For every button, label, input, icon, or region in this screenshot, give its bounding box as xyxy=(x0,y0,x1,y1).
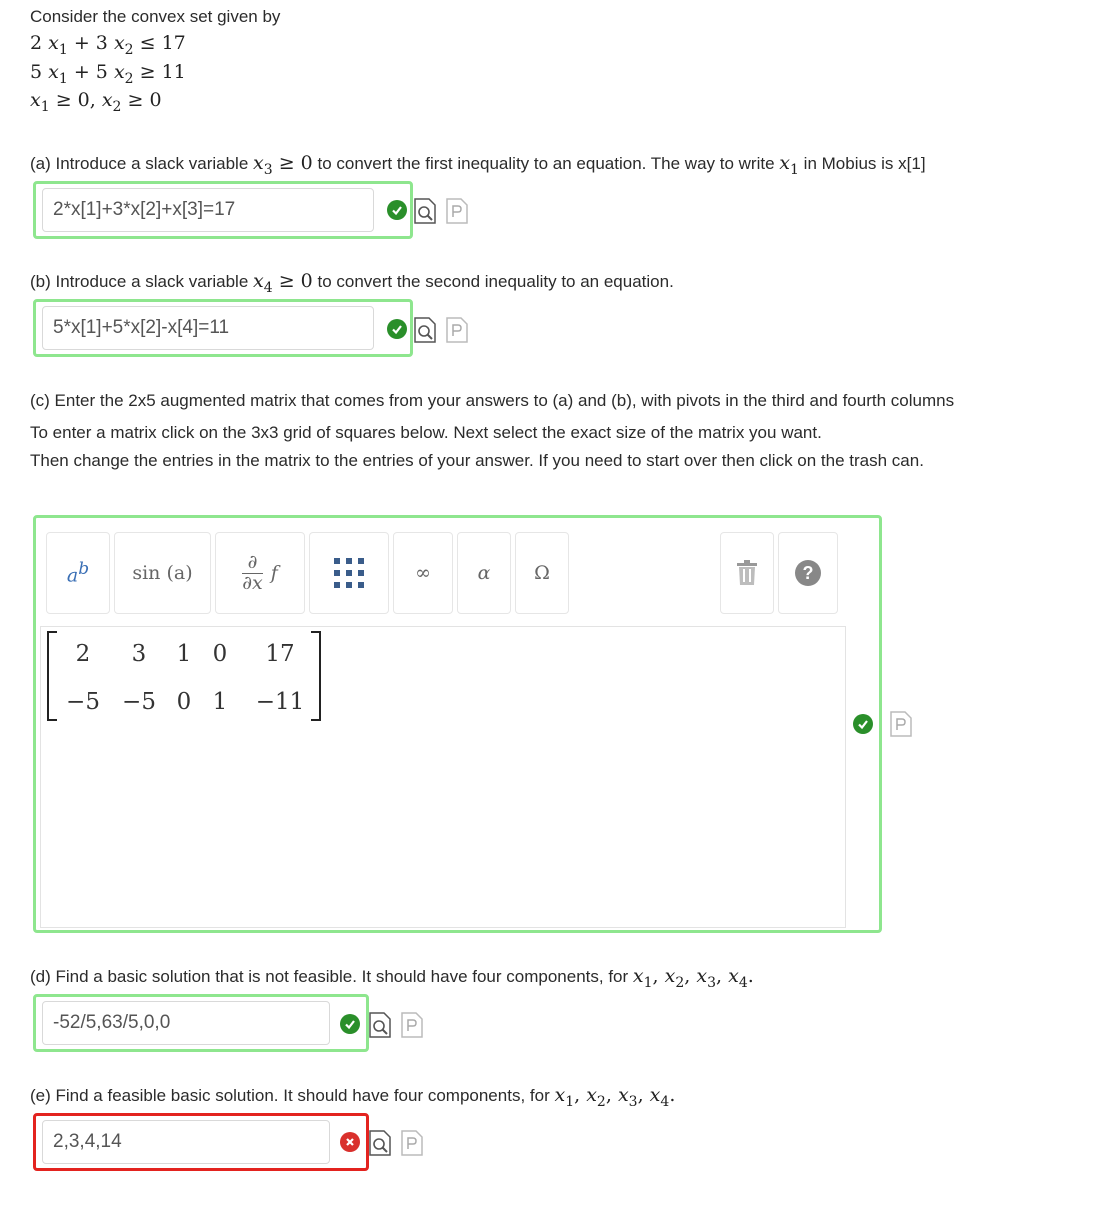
part-e-prompt: (e) Find a feasible basic solution. It should have four components, for $x_1$, $x_2$, $x_3$, $x_4$. xyxy=(30,1084,676,1110)
inequality-1: 2 $x_1 + 3$ $x_2 \le 17$ xyxy=(30,32,186,58)
matrix-cell[interactable]: 0 xyxy=(212,641,228,667)
trash-icon xyxy=(736,560,758,586)
greek-upper-button[interactable]: Ω xyxy=(515,532,569,614)
plot-icon[interactable] xyxy=(401,1130,423,1156)
matrix-cell[interactable]: 1 xyxy=(212,689,228,715)
cross-icon xyxy=(340,1132,360,1152)
check-icon xyxy=(387,319,407,339)
part-b-answer-input[interactable]: 5*x[1]+5*x[2]-x[4]=11 xyxy=(42,306,374,350)
inequality-2: 5 $x_1 + 5$ $x_2 \ge 11$ xyxy=(30,61,186,87)
trash-button[interactable] xyxy=(720,532,774,614)
part-b-answer-frame xyxy=(33,299,413,357)
part-e-answer-frame xyxy=(33,1113,369,1171)
left-bracket xyxy=(47,631,57,721)
part-d-prompt: (d) Find a basic solution that is not feasible. It should have four components, for $x_1$, $x_2$, $x_3$, $x_4$. xyxy=(30,965,754,991)
right-bracket xyxy=(311,631,321,721)
help-button[interactable] xyxy=(778,532,838,614)
preview-icon[interactable] xyxy=(369,1012,391,1038)
plot-icon[interactable] xyxy=(446,198,468,224)
part-a-answer-frame xyxy=(33,181,413,239)
matrix-cell[interactable]: 1 xyxy=(176,641,192,667)
part-d-answer-frame xyxy=(33,994,369,1052)
plot-icon[interactable] xyxy=(446,317,468,343)
plot-icon[interactable] xyxy=(890,711,912,737)
plot-icon[interactable] xyxy=(401,1012,423,1038)
matrix-editor-area[interactable] xyxy=(40,626,846,928)
check-icon xyxy=(853,714,873,734)
preview-icon[interactable] xyxy=(369,1130,391,1156)
matrix-editor-frame xyxy=(33,515,882,933)
matrix-cell[interactable]: 3 xyxy=(131,641,147,667)
matrix-cell[interactable]: −5 xyxy=(122,689,156,715)
matrix-cell[interactable]: 2 xyxy=(75,641,91,667)
power-button[interactable]: $a^b$ xyxy=(46,532,110,614)
matrix-grid-button[interactable] xyxy=(309,532,389,614)
part-c-line-3: Then change the entries in the matrix to the entries of your answer. If you need to start over then click on the trash can. xyxy=(30,451,924,470)
part-e-answer-input[interactable]: 2,3,4,14 xyxy=(42,1120,330,1164)
infinity-button[interactable]: ∞ xyxy=(393,532,453,614)
matrix-grid-icon xyxy=(332,556,366,590)
preview-icon[interactable] xyxy=(414,198,436,224)
preview-icon[interactable] xyxy=(414,317,436,343)
function-button[interactable]: sin (a) xyxy=(114,532,211,614)
inequality-3: $x_1 \ge 0$, $x_2 \ge 0$ xyxy=(30,89,162,115)
matrix-cell[interactable]: −11 xyxy=(255,689,305,715)
check-icon xyxy=(340,1014,360,1034)
part-a-answer-input[interactable]: 2*x[1]+3*x[2]+x[3]=17 xyxy=(42,188,374,232)
check-icon xyxy=(387,200,407,220)
part-b-prompt: (b) Introduce a slack variable $x_4 \ge 0$ to convert the second inequality to an equation. xyxy=(30,270,674,296)
derivative-button[interactable]: ∂ ∂x f xyxy=(215,532,305,614)
part-d-answer-input[interactable]: -52/5,63/5,0,0 xyxy=(42,1001,330,1045)
matrix-cell[interactable]: −5 xyxy=(66,689,100,715)
matrix-cell[interactable]: 0 xyxy=(176,689,192,715)
greek-lower-button[interactable]: α xyxy=(457,532,511,614)
intro-text: Consider the convex set given by xyxy=(30,7,281,26)
help-icon: ? xyxy=(795,560,821,586)
part-a-prompt: (a) Introduce a slack variable $x_3 \ge 0$ to convert the first inequality to an equation. The way to write $x_1$ in Mobius is x[1] xyxy=(30,152,926,178)
part-c-line-1: (c) Enter the 2x5 augmented matrix that comes from your answers to (a) and (b), with pivots in the third and fourth columns xyxy=(30,391,955,410)
matrix-cell[interactable]: 17 xyxy=(265,641,295,667)
part-c-line-2: To enter a matrix click on the 3x3 grid of squares below. Next select the exact size of the matrix you want. xyxy=(30,423,822,442)
